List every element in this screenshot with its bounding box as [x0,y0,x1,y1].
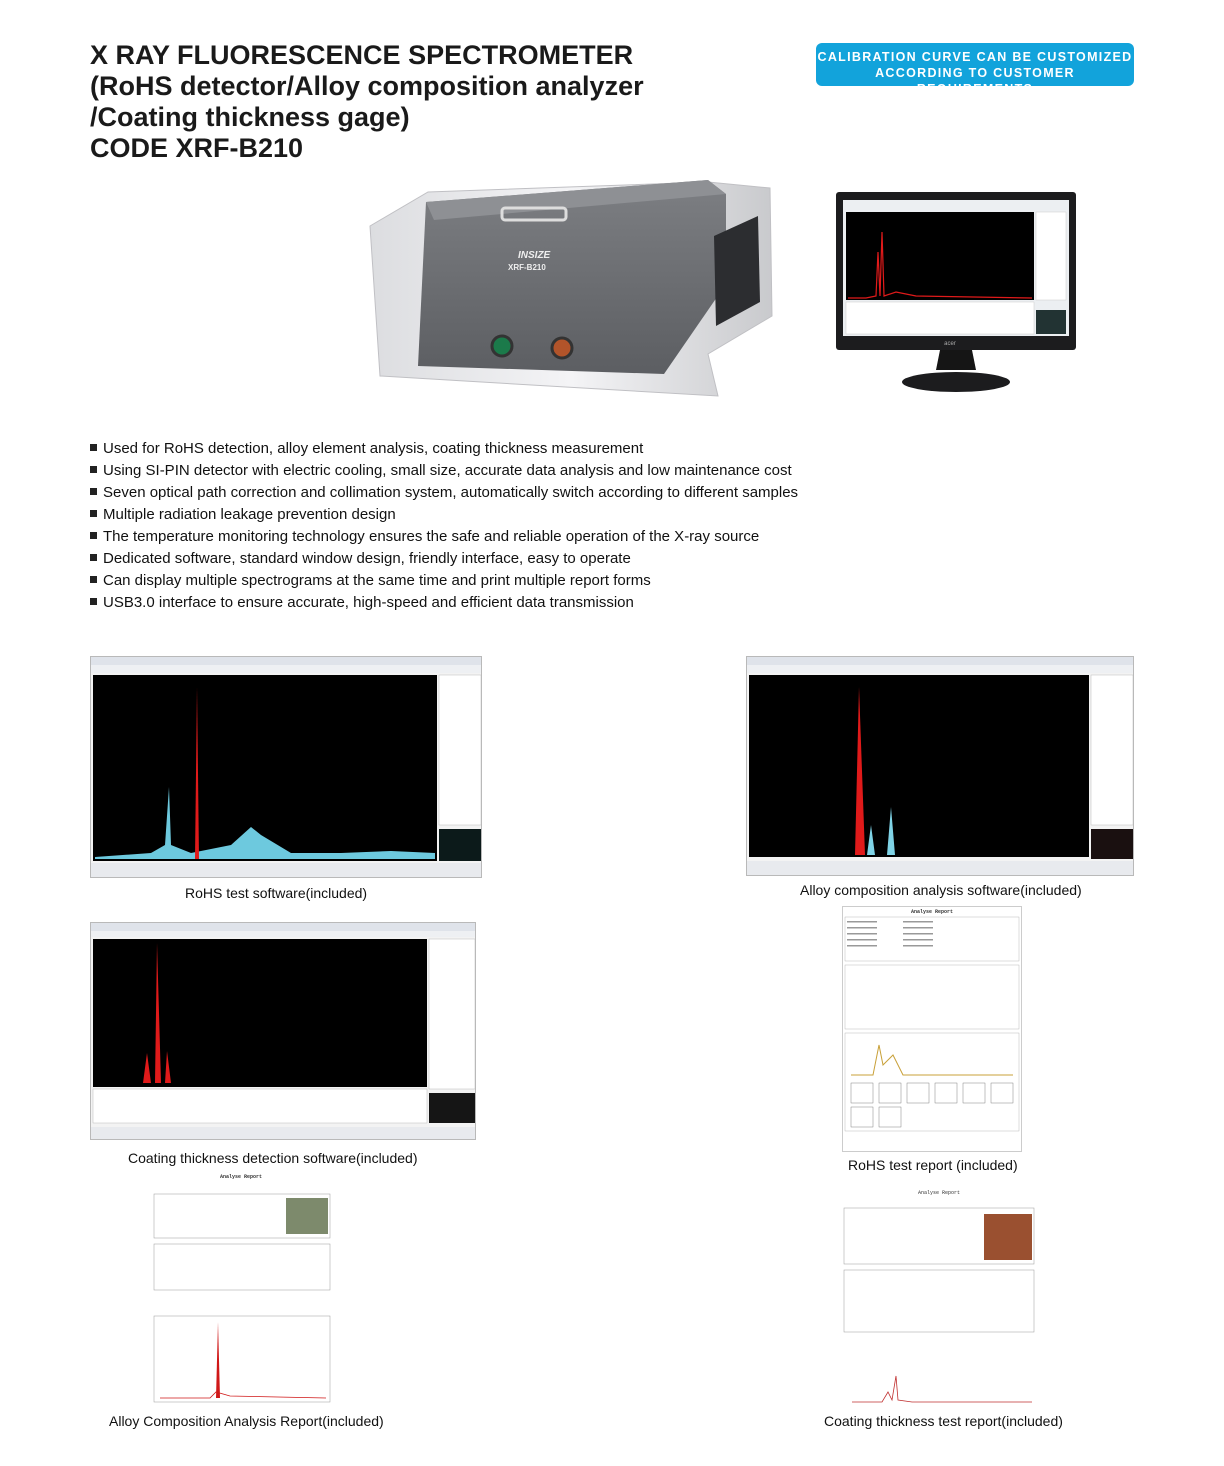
xrf-device-image [368,176,778,398]
feature-item: Using SI-PIN detector with electric cooling, small size, accurate data analysis and low maintenance cost [90,460,798,482]
feature-item: Multiple radiation leakage prevention design [90,504,798,526]
coating-software-image [91,923,476,1140]
coating-software-screenshot [90,922,476,1140]
alloy-software-screenshot [746,656,1134,876]
rohs-report-caption: RoHS test report (included) [848,1157,1018,1173]
title-line: /Coating thickness gage) [90,102,410,132]
device-brand-text: INSIZE [518,250,551,261]
feature-item: USB3.0 interface to ensure accurate, high-speed and efficient data transmission [90,592,798,614]
device-model-text: XRF-B210 [508,263,546,272]
title-line: (RoHS detector/Alloy composition analyzer [90,71,644,101]
alloy-report-image [150,1174,332,1408]
alloy-software-caption: Alloy composition analysis software(included) [800,882,1082,898]
monitor-image [836,192,1078,396]
xray-button-icon [552,338,572,358]
rohs-software-image [91,657,482,878]
feature-list [90,438,798,614]
alloy-software-image [747,657,1134,876]
feature-item: The temperature monitoring technology ensures the safe and reliable operation of the X-ray source [90,526,798,548]
title-line: CODE XRF-B210 [90,133,304,163]
rohs-report-body [843,915,1021,1151]
rohs-report-image [842,906,1022,1152]
calibration-badge [816,43,1134,96]
feature-item: Dedicated software, standard window design, friendly interface, easy to operate [90,548,798,570]
feature-item: Used for RoHS detection, alloy element analysis, coating thickness measurement [90,438,798,460]
rohs-report-title: Analyse Report [910,909,953,915]
rohs-software-caption: RoHS test software(included) [185,885,368,901]
alloy-report-caption: Alloy Composition Analysis Report(included) [109,1413,384,1429]
alloy-report-body [150,1180,332,1406]
page-title [90,40,644,164]
rohs-software-screenshot [90,656,482,878]
coating-report-caption: Coating thickness test report(included) [824,1413,1063,1429]
coating-report-image [842,1190,1036,1408]
coating-software-caption: Coating thickness detection software(included) [128,1150,418,1166]
power-button-icon [492,336,512,356]
badge-line: CALIBRATION CURVE CAN BE CUSTOMIZED [817,50,1133,64]
feature-item: Seven optical path correction and collimation system, automatically switch according to different samples [90,482,798,504]
monitor-brand: acer [944,341,956,347]
coating-report-body [842,1196,1036,1406]
alloy-report-title: Analyse Report [219,1174,262,1180]
title-line: X RAY FLUORESCENCE SPECTROMETER [90,40,634,70]
badge-line: ACCORDING TO CUSTOMER REQUIREMENTS [875,66,1075,96]
coating-report-title: Analyse Report [917,1190,960,1196]
feature-item: Can display multiple spectrograms at the same time and print multiple report forms [90,570,798,592]
